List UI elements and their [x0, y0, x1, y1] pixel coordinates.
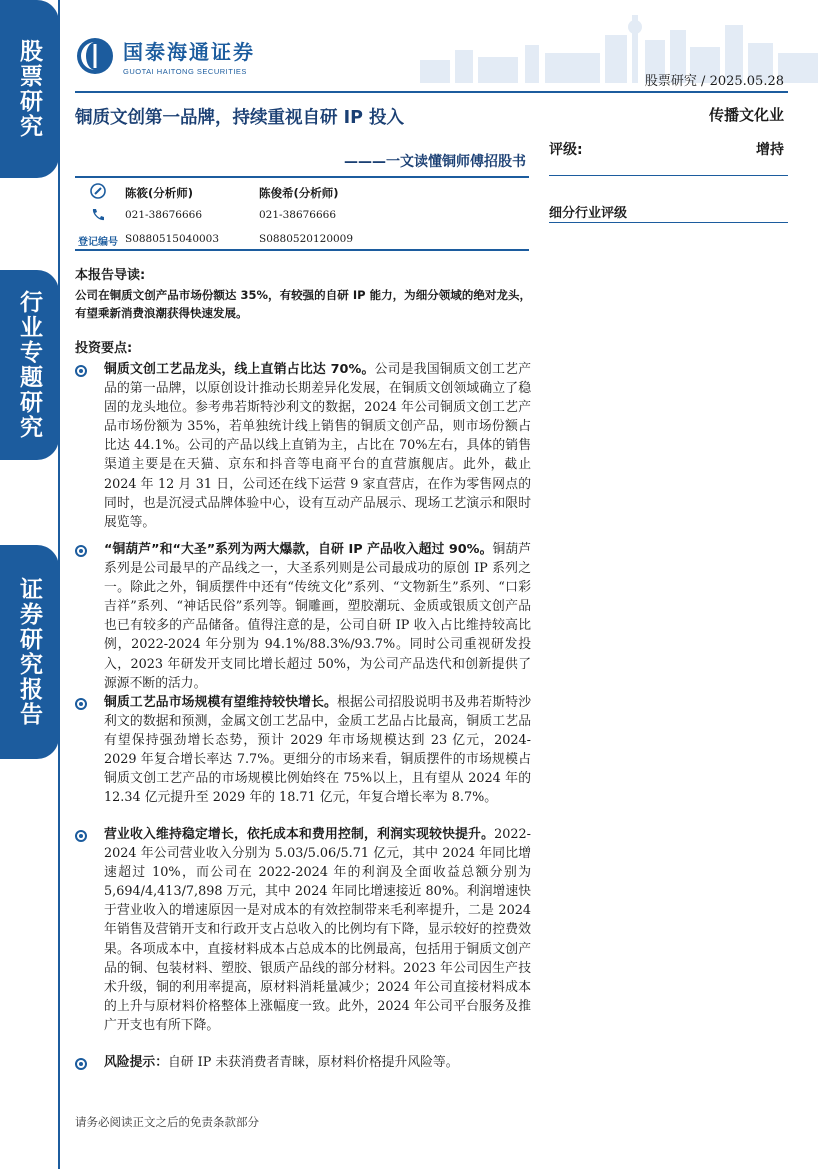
- analyst-1-reg: S0880515040003: [125, 233, 220, 245]
- key-point-2: [75, 540, 531, 693]
- bullet-icon: [75, 545, 87, 557]
- report-subtitle: ———一文读懂铜师傅招股书: [344, 154, 526, 170]
- industry-label: 传播文化业: [708, 106, 784, 124]
- key-point-1-text: 公司是我国铜质文创工艺产品的第一品牌，以原创设计推动长期差异化发展，在铜质文创领域确立了稳固的龙头地位。参考弗若斯特沙利文的数据，2024 年公司铜质文创工艺产品市场份额为 35%，若单独统计线上销售的铜质文创产品，则市场份额占比达 44.1%。公司的产品以线上直销为主，占比在 70%左右，具体的销售渠道主要是在天猫、京东和抖音等电商平台的直营旗舰店。此外，截止 2024 年 12 月 31 日，公司还在线下运营 9 家直营店，在作为零售网点的同时，也是沉浸式品牌体验中心，设有互动产品展示、现场工艺演示和限时展览等。: [104, 362, 531, 530]
- key-point-1-headline: 铜质文创工艺品龙头，线上直销占比达 70%。: [104, 362, 375, 377]
- risk-warning-text: 自研 IP 未获消费者青睐，原材料价格提升风险等。: [167, 1055, 459, 1070]
- rating-value: 增持: [756, 142, 784, 158]
- bullet-icon: [75, 365, 87, 377]
- disclaimer-footer: 请务必阅读正文之后的免责条款部分: [75, 1115, 259, 1129]
- report-title: 铜质文创第一品牌，持续重视自研 IP 投入: [75, 108, 405, 128]
- analyst-1-name: 陈筱(分析师): [125, 186, 194, 200]
- guide-heading: 本报告导读:: [75, 268, 146, 283]
- bullet-icon: [75, 1058, 87, 1070]
- analyst-pen-icon: [90, 183, 106, 199]
- analyst-1-phone: 021-38676666: [125, 209, 203, 221]
- sidebar-divider: [58, 0, 60, 1169]
- key-point-3: [75, 693, 531, 808]
- sidebar-tab-stock-research: [0, 0, 59, 178]
- sidebar-tab-industry-research: [0, 270, 59, 460]
- guide-text: 公司在铜质文创产品市场份额达 35%，有较强的自研 IP 能力，为细分领域的绝对龙头，有望乘新消费浪潮获得快速发展。: [75, 288, 531, 320]
- logo-english-name: GUOTAI HAITONG SECURITIES: [123, 67, 247, 76]
- analyst-2-reg: S0880520120009: [259, 233, 354, 245]
- key-point-4-headline: 营业收入维持稳定增长，依托成本和费用控制，利润实现较快提升。: [104, 827, 495, 842]
- report-date-meta: 股票研究 / 2025.05.28: [644, 74, 784, 89]
- phone-icon: [90, 207, 106, 223]
- header-divider: [75, 91, 788, 93]
- key-point-2-headline: “铜葫芦”和“大圣”系列为两大爆款，自研 IP 产品收入超过 90%。: [104, 542, 493, 557]
- sub-industry-divider: [549, 222, 788, 223]
- logo-emblem-icon: [75, 36, 115, 76]
- logo-chinese-name: 国泰海通证券: [123, 40, 255, 64]
- sidebar-label: 证券研究报告: [16, 577, 42, 727]
- analyst-box-top-rule: [75, 176, 529, 178]
- key-point-4-text: 2022-2024 年公司营业收入分别为 5.03/5.06/5.71 亿元，其中 2024 年同比增速超过 10%，而公司在 2022-2024 年的利润及全面收益总额分别为 5,694/4,413/7,898 万元，其中 2024 年同比增速接近 80%。利润增速快于营业收入的增速原因一是对成本的有效控制带来毛利率提升，二是 2024 年销售及营销开支和行政开支占总收入的比例均有下降，显示较好的控费效果。各项成本中，直接材料成本占总成本的比例最高，包括用于铜质文创产品的铜、包装材料、塑胶、银质产品线的部分材料。2023 年公司因生产技术升级，铜的利用率提高，原材料消耗量减少；2024 年公司直接材料成本的上升与原材料价格整体上涨幅度一致。此外，2024 年公司平台服务及推广开支也有所下降。: [104, 827, 531, 1033]
- sidebar-tab-securities-report: [0, 545, 59, 759]
- rating-label: 评级:: [549, 142, 583, 158]
- analyst-2-name: 陈俊希(分析师): [259, 186, 339, 200]
- key-point-3-headline: 铜质工艺品市场规模有望维持较快增长。: [104, 695, 337, 710]
- key-point-4: [75, 825, 531, 1035]
- key-point-3-text: 根据公司招股说明书及弗若斯特沙利文的数据和预测，金属文创工艺品中，金质工艺品占比最高，铜质工艺品有望保持强劲增长态势，预计 2029 年市场规模达到 23 亿元，2024-2029 年复合增长率达 7.7%。更细分的市场来看，铜质摆件的市场规模占铜质文创工艺产品的市场规模比例始终在 75%以上，且有望从 2024 年的 12.34 亿元提升至 2029 年的 18.71 亿元，年复合增长率为 8.7%。: [104, 695, 532, 806]
- risk-warning-label: 风险提示：: [104, 1055, 168, 1070]
- bullet-icon: [75, 698, 87, 710]
- key-points-heading: 投资要点:: [75, 341, 133, 356]
- key-point-1: [75, 360, 531, 532]
- left-sidebar: [0, 0, 59, 1169]
- sub-industry-rating-label: 细分行业评级: [549, 206, 628, 221]
- risk-warning: [75, 1053, 531, 1072]
- registration-label: 登记编号: [78, 237, 118, 248]
- rating-divider: [549, 175, 788, 176]
- sidebar-label: 行业专题研究: [16, 290, 42, 440]
- analyst-box-bottom-rule: [75, 249, 529, 251]
- key-point-2-text: 铜葫芦系列是公司最早的产品线之一，大圣系列则是公司最成功的原创 IP 系列之一。除此之外，铜质摆件中还有“传统文化”系列、“文物新生”系列、“口彩吉祥”系列、“神话民俗”系列等。铜雕画，塑胶潮玩、金质或银质文创产品也已有较多的产品储备。值得注意的是，公司自研 IP 收入占比维持较高比例，2022-2024 年分别为 94.1%/88.3%/93.7%。同时公司重视研发投入，2023 年研发开支同比增长超过 50%，为公司产品迭代和创新提供了源源不断的活力。: [104, 542, 532, 691]
- bullet-icon: [75, 830, 87, 842]
- analyst-2-phone: 021-38676666: [259, 209, 337, 221]
- sidebar-label: 股票研究: [16, 39, 42, 139]
- company-logo: [75, 36, 255, 76]
